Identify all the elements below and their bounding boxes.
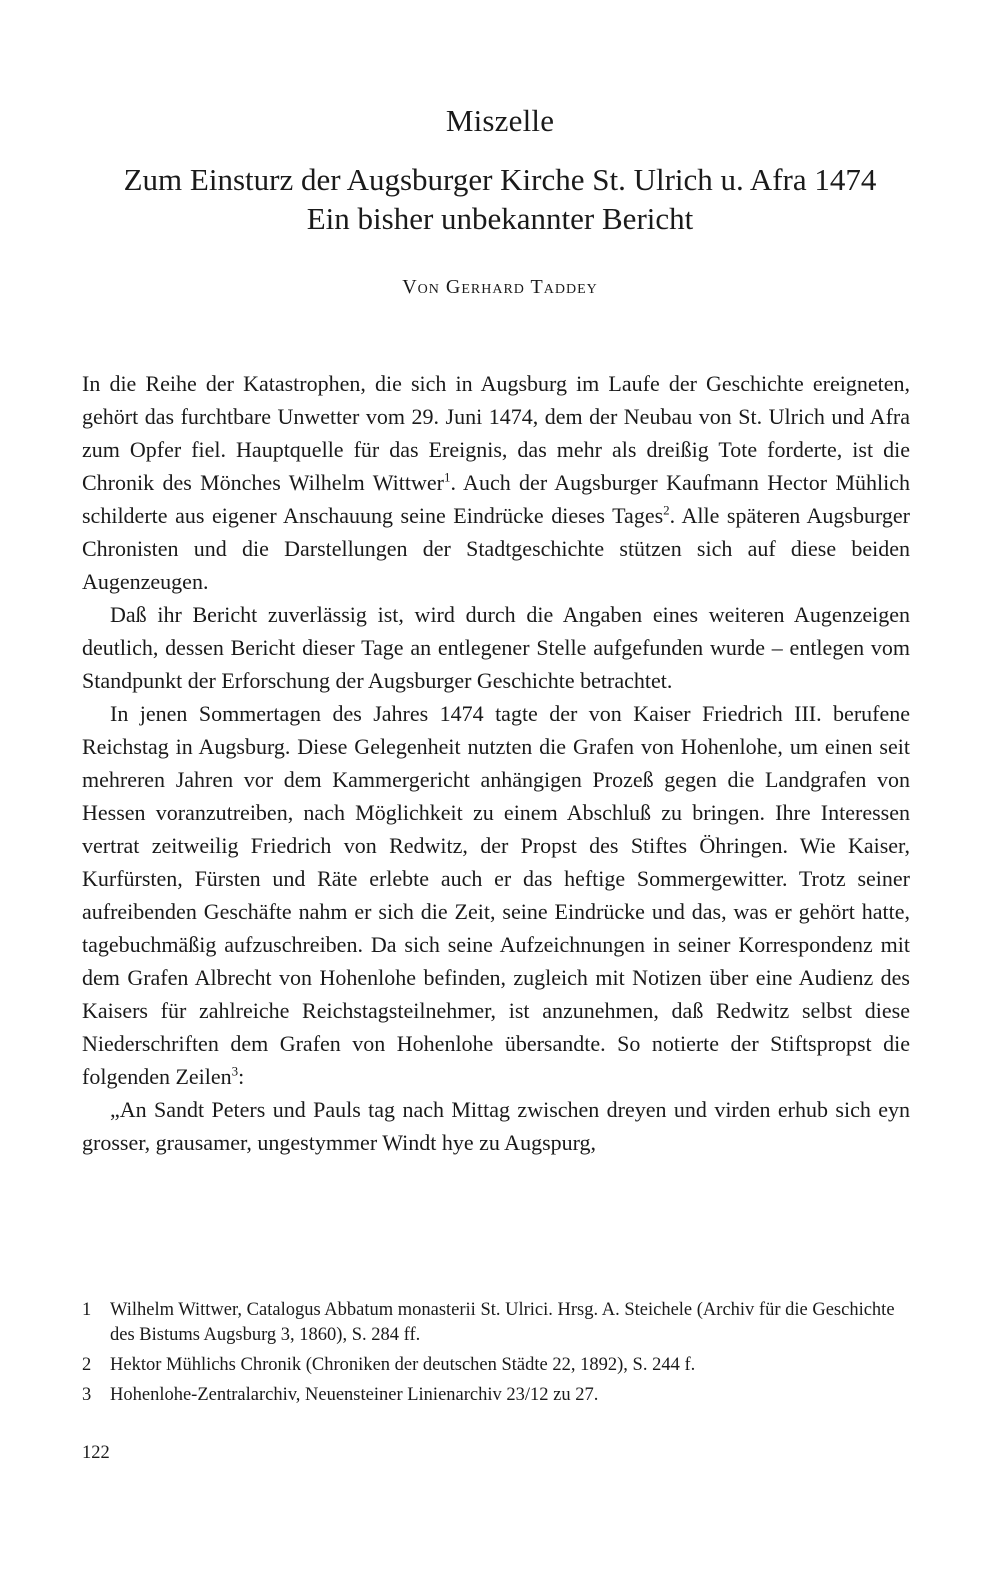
- footnote-ref-1: 1: [443, 469, 451, 485]
- author-byline: Von Gerhard Taddey: [402, 276, 598, 298]
- paragraph-3: [82, 697, 910, 1093]
- paragraph-2: Daß ihr Bericht zuverlässig ist, wird durch die Angaben eines weiteren Augenzeigen deutlich, dessen Bericht dieser Tage an entlegener Stelle aufgefunden wurde – entlegen vom Standpunkt der Erforschung der Augsburger Geschichte betrachtet.: [82, 602, 910, 693]
- section-kicker: Miszelle: [445, 103, 555, 138]
- footnote-ref-3: 3: [231, 1063, 239, 1079]
- footnote-number: 1: [82, 1300, 92, 1320]
- footnote-text: Hohenlohe-Zentralarchiv, Neuensteiner Linienarchiv 23/12 zu 27.: [110, 1385, 599, 1405]
- footnote-text: Hektor Mühlichs Chronik (Chroniken der deutschen Städte 22, 1892), S. 244 f.: [110, 1355, 696, 1375]
- footnote-2: [82, 1353, 910, 1378]
- page-number: 122: [82, 1443, 110, 1463]
- title-line-2: Ein bisher unbekannter Bericht: [306, 201, 694, 236]
- paragraph-1-text-a: In die Reihe der Katastrophen, die sich in Augsburg im Laufe der Geschichte ereigneten, gehört das furchtbare Unwetter vom 29. Juni 1474, dem der Neubau von St. Ulrich und Afra zum Opfer fiel. Hauptquelle für das Ereignis, das mehr als dreißig Tote forderte, ist die Chronik des Mönches Wilhelm Wittwer: [82, 371, 910, 495]
- footnote-1: [82, 1298, 910, 1348]
- footnote-3: [82, 1383, 910, 1408]
- paragraph-3-text-b: :: [238, 1064, 245, 1089]
- paragraph-1-text-b: . Auch der Augsburger Kaufmann Hector Mühlich schilderte aus eigener Anschauung seine Eindrücke dieses Tages: [82, 470, 910, 528]
- footnote-text: Wilhelm Wittwer, Catalogus Abbatum monasterii St. Ulrici. Hrsg. A. Steichele (Archiv für die Geschichte des Bistums Augsburg 3, 1860), S. 284 ff.: [110, 1300, 895, 1345]
- paragraph-1-text-c: . Alle späteren Augsburger Chronisten und die Darstellungen der Stadtgeschichte stützen sich auf diese beiden Augenzeugen.: [82, 503, 910, 594]
- article-title: [40, 160, 960, 238]
- paragraph-4-quote: „An Sandt Peters und Pauls tag nach Mittag zwischen dreyen und virden erhub sich eyn grosser, grausamer, ungestymmer Windt hye zu Augspurg,: [82, 1097, 910, 1155]
- title-line-1: Zum Einsturz der Augsburger Kirche St. Ulrich u. Afra 1474: [123, 162, 877, 197]
- paragraph-1: [82, 367, 910, 598]
- footnote-number: 2: [82, 1355, 92, 1375]
- footnote-ref-2: 2: [663, 502, 670, 518]
- footnotes: [82, 1298, 910, 1413]
- article-body: [82, 367, 910, 1159]
- paragraph-3-text-a: In jenen Sommertagen des Jahres 1474 tagte der von Kaiser Friedrich III. berufene Reichstag in Augsburg. Diese Gelegenheit nutzten die Grafen von Hohenlohe, um einen seit mehreren Jahren vor dem Kammergericht anhängigen Prozeß gegen die Landgrafen von Hessen voranzutreiben, nach Möglichkeit zu einem Abschluß zu bringen. Ihre Interessen vertrat zeitweilig Friedrich von Redwitz, der Propst des Stiftes Öhringen. Wie Kaiser, Kurfürsten, Fürsten und Räte erlebte auch er das heftige Sommergewitter. Trotz seiner aufreibenden Geschäfte nahm er sich die Zeit, seine Eindrücke und das, was er gehört hatte, tagebuchmäßig aufzuschreiben. Da sich seine Aufzeichnungen in seiner Korrespondenz mit dem Grafen Albrecht von Hohenlohe befinden, zugleich mit Notizen über eine Audienz des Kaisers für zahlreiche Reichstagsteilnehmer, ist anzunehmen, daß Redwitz selbst diese Niederschriften dem Grafen von Hohenlohe übersandte. So notierte der Stiftspropst die folgenden Zeilen: [82, 701, 910, 1089]
- footnote-number: 3: [82, 1385, 92, 1405]
